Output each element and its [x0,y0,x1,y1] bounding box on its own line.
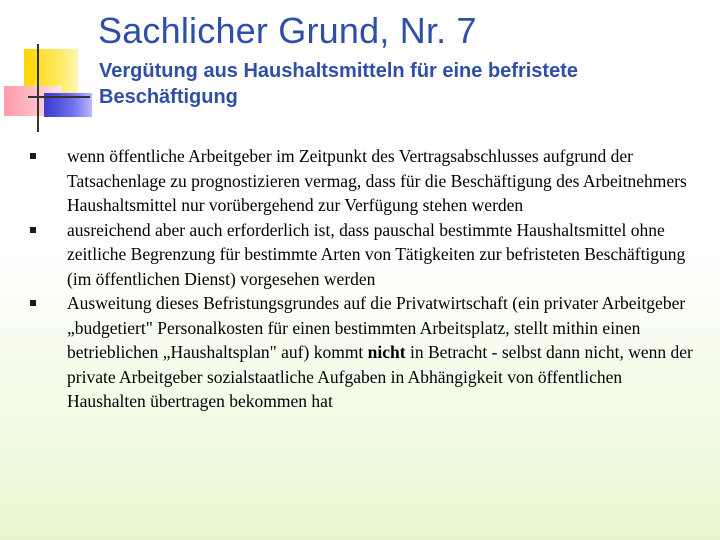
bullet-text-part: in Betracht - selbst dann nicht, wenn der private Arbeitgeber sozialstaatliche Aufgaben in Abhängigkeit von öffentlichen Haushalten übertragen bekommen hat [67,342,693,411]
square-bullet-icon [30,227,36,233]
slide-subtitle: Vergütung aus Haushaltsmitteln für eine befristete Beschäftigung [99,60,578,108]
logo-vertical-line [37,44,39,132]
bullet-text: ausreichend aber auch erforderlich ist, dass pauschal bestimmte Haushaltsmittel ohne zeitliche Begrenzung für bestimmte Arten von Tätigkeiten zur befristeten Beschäftigung (im öffentlichen Dienst) vorgesehen werden [67,219,686,289]
square-bullet-icon [30,300,36,306]
square-bullet-icon [30,153,36,159]
bullet-text-part: Ausweitung dieses Befristungsgrundes auf die Privatwirtschaft (ein privater Arbeitgeber „budgetiert" Personalkosten für einen bestimmten Arbeitsplatz, stellt mithin einen betrieblichen „Haushaltsplan" auf) kommt [67,293,686,362]
bullet-list [0,144,720,414]
slide-title: Sachlicher Grund, Nr. 7 [98,10,477,51]
bullet-item-3 [0,291,720,414]
bullet-text [67,293,693,411]
bullet-item-1 [0,144,720,218]
logo-horizontal-line [28,96,90,98]
bullet-item-2 [0,218,720,292]
bullet-text-emphasis: nicht [367,342,406,362]
bullet-text: wenn öffentliche Arbeitgeber im Zeitpunkt des Vertragsabschlusses aufgrund der Tatsachenlage zu prognostizieren vermag, dass für die Beschäftigung des Arbeitnehmers Haushaltsmittel nur vorübergehend zur Verfügung stehen werden [67,146,687,215]
